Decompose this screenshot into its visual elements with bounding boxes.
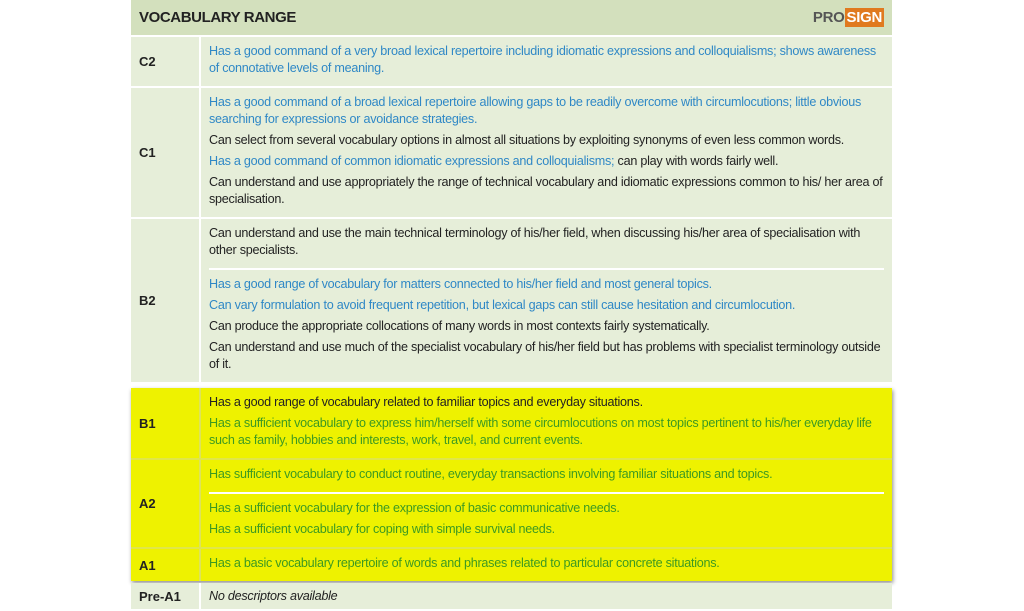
table-row-c2: [131, 37, 892, 88]
descriptor-cell: [201, 460, 892, 547]
descriptor: [209, 415, 884, 449]
descriptor: No descriptors available: [209, 588, 338, 603]
descriptor: [209, 555, 884, 572]
table-row-a1: [131, 549, 892, 581]
descriptor-group: [209, 91, 884, 214]
descriptor: [209, 318, 884, 335]
table-row-b1: [131, 388, 892, 460]
descriptor-text: Can vary formulation to avoid frequent repetition, but lexical gaps can still cause hesitation and circumlocution.: [209, 298, 796, 312]
descriptor-group: [209, 463, 884, 489]
descriptor-cell: [201, 219, 892, 382]
descriptor-text: Has a good command of a very broad lexical repertoire including idiomatic expressions and colloquialisms; shows awareness of connotative levels of meaning.: [209, 44, 876, 75]
level-label: C2: [131, 37, 201, 86]
logo-sign: SIGN: [846, 9, 882, 26]
table-row-pre-a1: [131, 583, 892, 611]
descriptor-cell: [201, 388, 892, 458]
descriptor-cell: [201, 549, 892, 581]
level-label: B2: [131, 219, 201, 382]
descriptor-cell: [201, 88, 892, 217]
descriptor-group: [209, 222, 884, 265]
descriptor-text: Can understand and use appropriately the range of technical vocabulary and idiomatic expressions common to his/ her area of specialisation.: [209, 175, 883, 206]
level-label: B1: [131, 388, 201, 458]
vocabulary-range-table: [131, 0, 892, 611]
descriptor: [209, 521, 884, 538]
prosign-logo: [813, 9, 884, 26]
descriptor-group: [209, 391, 884, 455]
level-label: A2: [131, 460, 201, 547]
descriptor-text: Has a sufficient vocabulary for coping with simple survival needs.: [209, 522, 555, 536]
descriptor-text: Has a good command of common idiomatic expressions and colloquialisms;: [209, 154, 615, 168]
descriptor-group: [209, 40, 884, 83]
descriptor-text: Can understand and use the main technical terminology of his/her field, when discussing his/her area of specialisation with other specialists.: [209, 226, 861, 257]
descriptor-text: Has a sufficient vocabulary for the expression of basic communicative needs.: [209, 501, 620, 515]
descriptor-text: Has a basic vocabulary repertoire of words and phrases related to particular concrete situations.: [209, 556, 720, 570]
descriptor-text: Has a good range of vocabulary for matters connected to his/her field and most general topics.: [209, 277, 712, 291]
logo-pro: PRO: [812, 9, 845, 26]
descriptor: [209, 43, 884, 77]
descriptor: [209, 132, 884, 149]
descriptor: [209, 297, 884, 314]
table-header: [131, 0, 892, 37]
descriptor-text: Has a good command of a broad lexical repertoire allowing gaps to be readily overcome with circumlocutions; little obvious searching for expressions or avoidance strategies.: [209, 95, 862, 126]
descriptor: [209, 174, 884, 208]
descriptor: [209, 339, 884, 373]
table-title: VOCABULARY RANGE: [139, 9, 296, 26]
descriptor-text: Can produce the appropriate collocations of many words in most contexts fairly systematically.: [209, 319, 710, 333]
table-row-b2: [131, 219, 892, 384]
level-label: C1: [131, 88, 201, 217]
descriptor: [209, 153, 884, 170]
descriptor-group: [209, 552, 884, 578]
descriptor-suffix: can play with words fairly well.: [614, 154, 779, 168]
descriptor: [209, 394, 884, 411]
descriptor: [209, 225, 884, 259]
highlighted-levels: [131, 388, 892, 581]
descriptor-text: Can select from several vocabulary options in almost all situations by exploiting synonyms of even less common words.: [209, 133, 845, 147]
descriptor-text: Has a sufficient vocabulary to express him/herself with some circumlocutions on most topics pertinent to his/her everyday life such as family, hobbies and interests, work, travel, and current events.: [209, 416, 872, 447]
descriptor-text: Can understand and use much of the specialist vocabulary of his/her field but has problems with specialist terminology outside of it.: [209, 340, 881, 371]
table-row-c1: [131, 88, 892, 219]
descriptor-text: Has a good range of vocabulary related to familiar topics and everyday situations.: [209, 395, 643, 409]
level-label: A1: [131, 549, 201, 581]
level-label: Pre-A1: [131, 583, 201, 609]
descriptor: [209, 276, 884, 293]
table-row-a2: [131, 460, 892, 549]
descriptor: [209, 466, 884, 483]
descriptor-group: [209, 268, 884, 379]
descriptor-text: Has sufficient vocabulary to conduct routine, everyday transactions involving familiar situations and topics.: [209, 467, 773, 481]
descriptor: [209, 94, 884, 128]
descriptor-cell: [201, 37, 892, 86]
descriptor: [209, 500, 884, 517]
descriptor-group: [209, 492, 884, 544]
